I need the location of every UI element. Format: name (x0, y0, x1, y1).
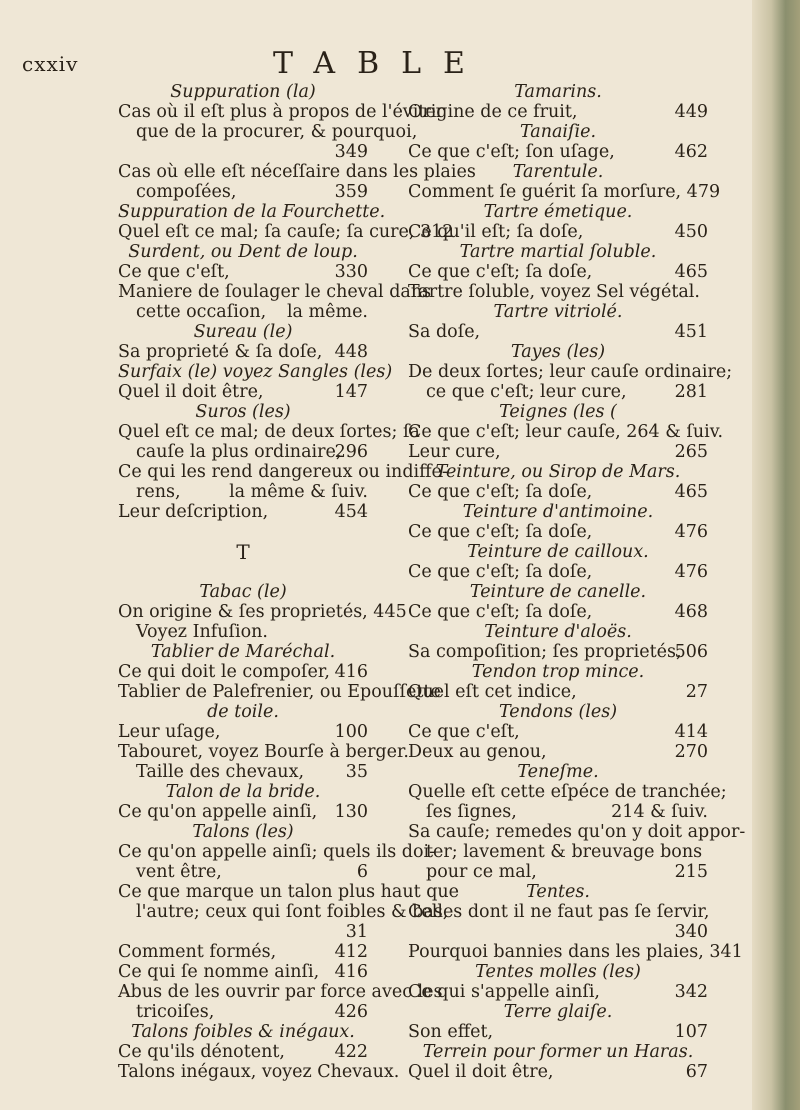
entry-text: Tendon trop mince. (471, 662, 645, 682)
index-line (118, 522, 368, 542)
index-line (408, 262, 708, 282)
entry-text: Ce que c'eſt; ſa doſe, (408, 562, 593, 582)
page-ref: 67 (685, 1062, 708, 1082)
index-line (118, 122, 418, 142)
entry-text: Sa doſe, (408, 322, 481, 342)
index-line (118, 742, 409, 762)
index-line (118, 922, 368, 942)
index-line (118, 542, 368, 562)
index-line (118, 682, 441, 702)
entry-text: Tabouret, voyez Bourſe à berger. (118, 742, 409, 762)
entry-text: Talons foibles & inégaux. (131, 1022, 355, 1042)
entry-text: Quel eſt cet indice, (408, 682, 577, 702)
index-line (118, 282, 432, 302)
entry-text: Ce qu'on appelle ainſi, (118, 802, 318, 822)
index-line (408, 522, 708, 542)
page-ref: 422 (334, 1042, 368, 1062)
index-line (408, 882, 708, 902)
entry-text: Ce que c'eſt; ſon uſage, (408, 142, 615, 162)
entry-text: cauſe la plus ordinaire, (136, 442, 342, 462)
entry-text: Tendons (les) (498, 702, 618, 722)
index-line (118, 502, 368, 522)
index-line (408, 622, 708, 642)
index-line (118, 562, 368, 582)
page-ref: 454 (334, 502, 368, 522)
entry-text: de toile. (207, 702, 279, 722)
entry-text: Teinture d'aloës. (484, 622, 632, 642)
page-ref: 296 (334, 442, 368, 462)
page-ref: 6 (356, 862, 368, 882)
entry-text: Teinture de cailloux. (467, 542, 649, 562)
index-line (118, 662, 368, 682)
index-line (408, 382, 708, 402)
index-line (408, 442, 708, 462)
entry-text: Comment formés, (118, 942, 277, 962)
index-line (408, 462, 708, 482)
page-ref: 270 (674, 742, 708, 762)
index-line (118, 702, 368, 722)
page-ref: 107 (674, 1022, 708, 1042)
index-line (408, 802, 708, 822)
entry-text: Tartre vitriolé. (493, 302, 623, 322)
index-line (118, 342, 368, 362)
entry-text: ter; lavement & breuvage bons (426, 842, 703, 862)
index-line (118, 482, 368, 502)
index-line (118, 762, 368, 782)
entry-text: Leur cure, (408, 442, 501, 462)
index-line (408, 182, 721, 202)
index-line (118, 802, 368, 822)
entry-text: Ce que c'eſt; ſa doſe, (408, 602, 593, 622)
entry-text: Talons inégaux, voyez Chevaux. (118, 1062, 400, 1082)
entry-text: Tabac (le) (199, 582, 287, 602)
page-ref: 451 (674, 322, 708, 342)
index-line (118, 182, 368, 202)
index-line (408, 682, 708, 702)
entry-text: T (236, 540, 250, 564)
entry-text: Tayes (les) (510, 342, 606, 362)
index-line (408, 742, 708, 762)
entry-text: rens, (136, 482, 181, 502)
index-line (408, 362, 733, 382)
entry-text: Terrein pour former un Haras. (422, 1042, 694, 1062)
entry-text: Teinture d'antimoine. (462, 502, 654, 522)
index-line (408, 502, 708, 522)
page-ref: 412 (334, 942, 368, 962)
entry-text: Tartre martial ſoluble. (459, 242, 657, 262)
entry-text: Voyez Infuſion. (136, 622, 268, 642)
index-line (118, 1062, 400, 1082)
entry-text: Tartre ſoluble, voyez Sel végétal. (408, 282, 700, 302)
entry-text: Suppuration de la Fourchette. (118, 202, 386, 222)
entry-text: Taille des chevaux, (136, 762, 305, 782)
page-ref: 130 (334, 802, 368, 822)
page-ref: 215 (674, 862, 708, 882)
page-ref: 27 (685, 682, 708, 702)
index-line (408, 562, 708, 582)
index-line (408, 222, 708, 242)
page-ref: 426 (334, 1002, 368, 1022)
index-line (118, 582, 368, 602)
index-line (118, 882, 460, 902)
entry-text: Ce qui les rend dangereux ou indiffe- (118, 462, 448, 482)
index-line (408, 642, 708, 662)
page-ref: 147 (334, 382, 368, 402)
index-line (408, 582, 708, 602)
index-line (118, 862, 368, 882)
index-line (408, 322, 708, 342)
index-line (118, 302, 368, 322)
entry-text: l'autre; ceux qui ſont foibles & bas, (136, 902, 449, 922)
entry-text: Teinture, ou Sirop de Mars. (435, 462, 681, 482)
index-line (118, 782, 368, 802)
index-line (408, 482, 708, 502)
entry-text: Surdent, ou Dent de loup. (128, 242, 358, 262)
index-line (118, 622, 368, 642)
entry-text: que de la procurer, & pourquoi, (136, 122, 418, 142)
entry-text: Ce que c'eſt; ſa doſe, (408, 482, 593, 502)
index-line (408, 862, 708, 882)
index-line (118, 962, 368, 982)
entry-text: Quelle eſt cette eſpéce de tranchée; (408, 782, 727, 802)
index-line (408, 302, 708, 322)
page-ref: la même & ſuiv. (229, 482, 368, 502)
index-line (118, 422, 420, 442)
entry-text: Suros (les) (195, 402, 291, 422)
index-line (118, 322, 368, 342)
page-ref: 265 (674, 442, 708, 462)
entry-text: Sureau (le) (193, 322, 293, 342)
index-line (118, 1022, 368, 1042)
entry-text: Ce que c'eſt; leur cauſe, 264 & ſuiv. (408, 422, 724, 442)
entry-text: Leur uſage, (118, 722, 221, 742)
page-ref: 416 (334, 962, 368, 982)
index-line (408, 542, 708, 562)
page-ref: 448 (334, 342, 368, 362)
entry-text: Ce qu'on appelle ainſi; quels ils doi- (118, 842, 436, 862)
index-line (118, 642, 368, 662)
page-ref: 281 (674, 382, 708, 402)
index-line (118, 442, 368, 462)
index-line (118, 1042, 368, 1062)
index-line (118, 902, 449, 922)
index-line (118, 842, 436, 862)
entry-text: Ce qui doit le compoſer, (118, 662, 330, 682)
index-line (118, 942, 368, 962)
entry-text: Tanaiſie. (519, 122, 597, 142)
index-line (408, 282, 708, 302)
index-line (118, 162, 476, 182)
entry-text: Ce que c'eſt, (118, 262, 230, 282)
index-line (408, 942, 743, 962)
entry-text: Ce que c'eſt; ſa doſe, (408, 522, 593, 542)
entry-text: Tentes. (526, 882, 590, 902)
page-ref: 476 (674, 522, 708, 542)
index-line (408, 202, 708, 222)
index-line (408, 102, 708, 122)
entry-text: Ce que c'eſt; ſa doſe, (408, 262, 593, 282)
index-line (408, 782, 727, 802)
entry-text: Leur deſcription, (118, 502, 269, 522)
entry-text: Teinture de canelle. (469, 582, 647, 602)
entry-text: Teignes (les ( (499, 402, 617, 422)
entry-text: Terre glaiſe. (503, 1002, 613, 1022)
entry-text: Sa cauſe; remedes qu'on y doit appor- (408, 822, 746, 842)
page-title: TABLE (273, 46, 487, 81)
page-ref: 330 (334, 262, 368, 282)
entry-text: Ce que marque un talon plus haut que (118, 882, 460, 902)
index-line (408, 702, 708, 722)
entry-text: Teneſme. (517, 762, 599, 782)
entry-text: cette occaſion, (136, 302, 267, 322)
index-line (408, 402, 708, 422)
page-ref: 450 (674, 222, 708, 242)
index-line (118, 1002, 368, 1022)
entry-text: De deux ſortes; leur cauſe ordinaire; (408, 362, 733, 382)
entry-text: Son effet, (408, 1022, 494, 1042)
page-ref: 100 (334, 722, 368, 742)
entry-text: Tablier de Palefrenier, ou Epouſſette (118, 682, 441, 702)
entry-text: pour ce mal, (426, 862, 537, 882)
entry-text: Talon de la bride. (165, 782, 321, 802)
index-line (408, 662, 708, 682)
entry-text: On origine & ſes proprietés, 445 (118, 602, 407, 622)
index-line (408, 762, 708, 782)
index-line (408, 822, 746, 842)
page-ref: 465 (674, 262, 708, 282)
page-ref: 506 (674, 642, 708, 662)
index-line (408, 962, 708, 982)
index-line (408, 162, 708, 182)
entry-text: Talons (les) (192, 822, 294, 842)
page-ref: 462 (674, 142, 708, 162)
entry-text: Sa compoſition; ſes proprietés, (408, 642, 682, 662)
entry-text: Abus de les ouvrir par force avec les (118, 982, 443, 1002)
entry-text: Surfaix (le) voyez Sangles (les) (118, 362, 393, 382)
entry-text: Sa proprieté & ſa doſe, (118, 342, 323, 362)
index-line (408, 142, 708, 162)
entry-text: Ce qui ſe nomme ainſi, (118, 962, 320, 982)
page-ref: 35 (345, 762, 368, 782)
index-line (408, 722, 708, 742)
entry-text: Quel il doit être, (118, 382, 264, 402)
index-line (118, 242, 368, 262)
page-edge (752, 0, 800, 1110)
index-line (408, 1022, 708, 1042)
entry-text: Origine de ce fruit, (408, 102, 578, 122)
entry-text: Quel il doit être, (408, 1062, 554, 1082)
page-ref: 31 (345, 922, 368, 942)
entry-text: ſes ſignes, (426, 802, 517, 822)
index-line (118, 462, 448, 482)
index-line (118, 102, 445, 122)
page-ref: 476 (674, 562, 708, 582)
entry-text: Celles dont il ne faut pas ſe ſervir, (408, 902, 710, 922)
right-column (408, 82, 746, 1082)
entry-text: Quel eſt ce mal; de deux ſortes; ſa (118, 422, 420, 442)
index-line (118, 822, 368, 842)
page-ref: 340 (674, 922, 708, 942)
entry-text: Ce qu'ils dénotent, (118, 1042, 285, 1062)
entry-text: Comment ſe guérit ſa morſure, 479 (408, 182, 721, 202)
page-ref: 359 (334, 182, 368, 202)
entry-text: Tentes molles (les) (475, 962, 641, 982)
entry-text: Cas où elle eſt néceſſaire dans les plaies (118, 162, 476, 182)
index-line (118, 262, 368, 282)
page-ref: 342 (674, 982, 708, 1002)
index-line (118, 142, 368, 162)
index-line (408, 602, 708, 622)
page-ref: 449 (674, 102, 708, 122)
entry-text: Ce qu'il eſt; ſa doſe, (408, 222, 584, 242)
index-line (118, 382, 368, 402)
page-ref: 468 (674, 602, 708, 622)
index-line (118, 222, 454, 242)
entry-text: Deux au genou, (408, 742, 547, 762)
entry-text: Maniere de ſoulager le cheval dans (118, 282, 432, 302)
entry-text: Pourquoi bannies dans les plaies, 341 (408, 942, 743, 962)
index-line (118, 602, 407, 622)
entry-text: compoſées, (136, 182, 237, 202)
index-line (408, 1002, 708, 1022)
entry-text: Tamarins. (514, 82, 602, 102)
index-line (408, 342, 708, 362)
index-line (408, 902, 708, 922)
index-line (118, 722, 368, 742)
entry-text: vent être, (136, 862, 222, 882)
entry-text: Suppuration (la) (170, 82, 316, 102)
page-ref: 416 (334, 662, 368, 682)
entry-text: Cas où il eſt plus à propos de l'éviter (118, 102, 445, 122)
index-line (408, 1062, 708, 1082)
index-line (118, 362, 393, 382)
index-line (408, 922, 708, 942)
entry-text: tricoiſes, (136, 1002, 215, 1022)
index-line (118, 982, 443, 1002)
index-line (118, 402, 368, 422)
page-ref: 465 (674, 482, 708, 502)
entry-text: Ce qui s'appelle ainſi, (408, 982, 600, 1002)
page-ref: 214 & ſuiv. (611, 802, 708, 822)
index-line (408, 82, 708, 102)
index-line (408, 1042, 708, 1062)
entry-text: Tablier de Maréchal. (150, 642, 336, 662)
entry-text: ce que c'eſt; leur cure, (426, 382, 627, 402)
index-line (408, 842, 708, 862)
index-line (408, 422, 724, 442)
page-ref: 349 (334, 142, 368, 162)
index-line (408, 982, 708, 1002)
folio: cxxiv (22, 52, 79, 76)
index-line (408, 242, 708, 262)
entry-text: Tarentule. (512, 162, 604, 182)
index-line (118, 202, 386, 222)
page-ref: la même. (286, 302, 368, 322)
entry-text: Ce que c'eſt, (408, 722, 520, 742)
entry-text: Tartre émetique. (483, 202, 633, 222)
page-ref: 414 (674, 722, 708, 742)
index-line (118, 82, 368, 102)
index-line (408, 122, 708, 142)
entry-text: Quel eſt ce mal; ſa cauſe; ſa cure, 312 (118, 222, 454, 242)
